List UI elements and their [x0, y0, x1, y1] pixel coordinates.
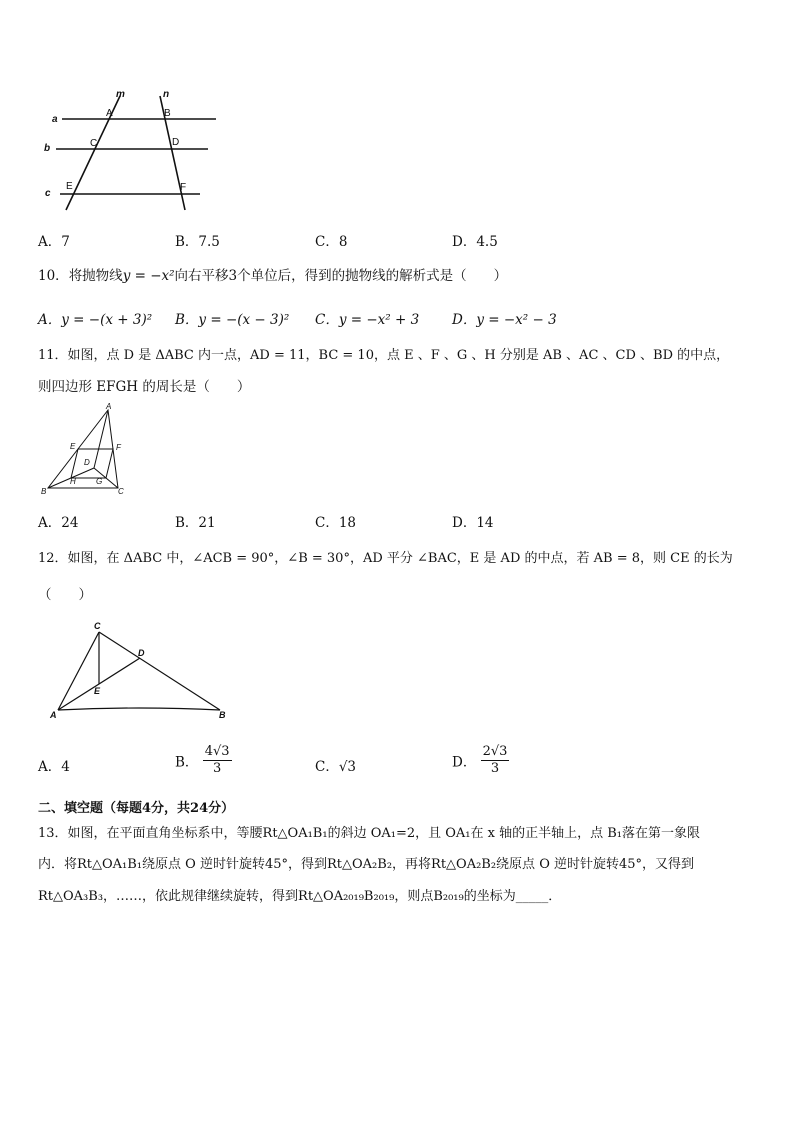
fig11-label-D: D — [84, 458, 90, 467]
q12-option-d-denominator: 3 — [490, 761, 500, 776]
q10-option-c: C．y = −x² + 3 — [315, 312, 420, 328]
fig9-label-n: n — [163, 89, 170, 100]
q11-stem-line2: 则四边形 EFGH 的周长是（ ） — [38, 379, 251, 395]
fig9-label-F: F — [180, 182, 187, 193]
fig9-label-a: a — [52, 114, 58, 125]
figure-quadrilateral-efgh — [38, 402, 138, 498]
q12-option-b-fraction — [203, 744, 232, 777]
q11-stem-line1: 11．如图，点 D 是 ΔABC 内一点，AD = 11，BC = 10，点 E 、F 、G 、H 分别是 AB 、AC 、CD 、BD 的中点， — [38, 348, 730, 363]
q10-option-d: D．y = −x² − 3 — [452, 312, 557, 328]
fig11-label-H: H — [70, 477, 76, 486]
figure-parallel-lines — [38, 88, 228, 218]
fig9-label-B: B — [164, 108, 171, 119]
q10-number: 10． — [38, 268, 69, 284]
q10-stem-post: 向右平移3个单位后，得到的抛物线的解析式是（ ） — [174, 268, 508, 284]
fig11-label-G: G — [96, 477, 103, 486]
fig11-label-B: B — [41, 487, 47, 496]
q10-option-a: A．y = −(x + 3)² — [38, 312, 153, 328]
fig12-label-B: B — [219, 710, 226, 720]
fig11-label-C: C — [118, 487, 124, 496]
fig9-label-D: D — [172, 137, 180, 148]
q12-option-c: C．√3 — [315, 759, 357, 775]
section-title-fill-in: 二、填空题（每题4分，共24分） — [38, 801, 235, 816]
fig11-label-E: E — [70, 442, 76, 451]
q11-option-a: A．24 — [38, 515, 79, 531]
fig12-label-D: D — [138, 648, 145, 658]
q12-option-d — [452, 744, 509, 777]
q12-option-b-numerator: 4√3 — [204, 744, 230, 759]
fig12-label-E: E — [94, 686, 101, 696]
q11-option-d: D．14 — [452, 515, 494, 531]
q12-option-b-denominator: 3 — [212, 761, 222, 776]
q11-option-c: C．18 — [315, 515, 357, 531]
fig9-label-E: E — [66, 181, 73, 192]
q10-stem-pre: 将抛物线 — [68, 268, 123, 284]
q12-option-b-label: B． — [175, 754, 199, 771]
fig9-label-b: b — [44, 143, 51, 154]
q12-option-d-fraction — [481, 744, 510, 777]
fig9-label-m: m — [116, 89, 125, 100]
q10-stem-expr: y = −x² — [122, 268, 175, 284]
q12-option-a: A．4 — [38, 759, 70, 775]
q13-stem-line2: 内．将Rt△OA₁B₁绕原点 O 逆时针旋转45°，得到Rt△OA₂B₂，再将Rt△OA₂B₂绕原点 O 逆时针旋转45°，又得到 — [38, 857, 695, 872]
q13-stem-line3: Rt△OA₃B₃，……，依此规律继续旋转，得到Rt△OA₂₀₁₉B₂₀₁₉，则点B₂₀₁₉的坐标为_____． — [38, 889, 562, 904]
fig12-label-A: A — [50, 710, 57, 720]
q12-stem-line2: （ ） — [38, 587, 92, 603]
q11-option-b: B．21 — [175, 515, 216, 531]
q10-stem — [38, 264, 507, 284]
fig9-label-c: c — [45, 188, 51, 199]
q12-stem-line1: 12．如图，在 ΔABC 中，∠ACB = 90°，∠B = 30°，AD 平分 ∠BAC，E 是 AD 的中点，若 AB = 8，则 CE 的长为 — [38, 551, 733, 566]
fig12-label-C: C — [94, 621, 101, 631]
fig11-label-A: A — [106, 402, 112, 411]
q9-option-b: B．7.5 — [175, 234, 220, 250]
fig9-label-A: A — [106, 108, 113, 119]
q12-option-b — [175, 744, 232, 777]
q9-option-a: A．7 — [38, 234, 70, 250]
fig11-label-F: F — [116, 443, 121, 452]
q9-option-c: C．8 — [315, 234, 348, 250]
q10-option-b: B．y = −(x − 3)² — [175, 312, 290, 328]
q13-stem-line1: 13．如图，在平面直角坐标系中，等腰Rt△OA₁B₁的斜边 OA₁=2，且 OA₁在 x 轴的正半轴上，点 B₁落在第一象限 — [38, 826, 701, 841]
q9-option-d: D．4.5 — [452, 234, 498, 250]
q12-option-d-numerator: 2√3 — [482, 744, 508, 759]
q12-option-d-label: D． — [452, 754, 477, 771]
figure-right-triangle-abc — [44, 618, 244, 724]
fig9-label-C: C — [90, 138, 98, 149]
